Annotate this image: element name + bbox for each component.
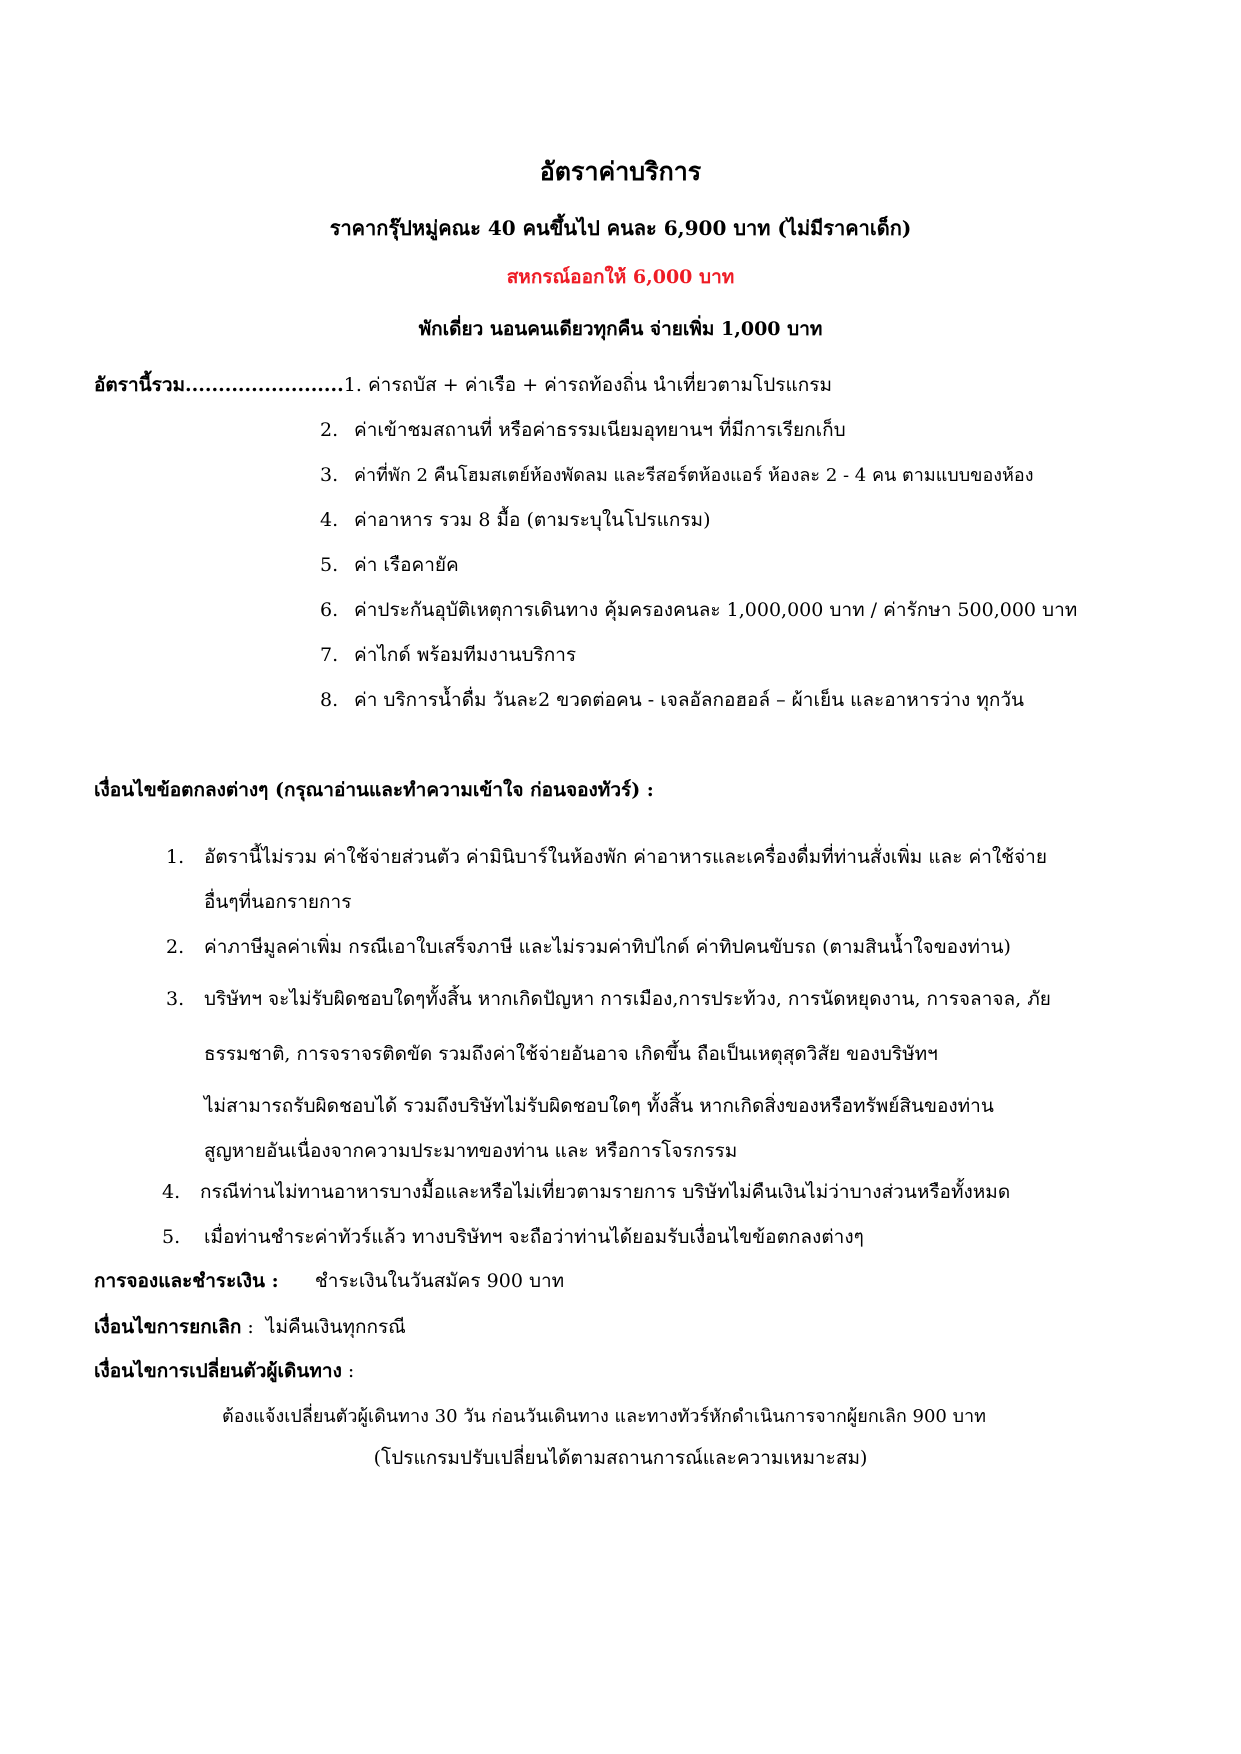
condition-num: 4. xyxy=(162,1181,181,1203)
change-sep: : xyxy=(341,1360,355,1382)
include-text: ค่าเข้าชมสถานที่ หรือค่าธรรมเนียมอุทยานฯ ที่มีการเรียกเก็บ xyxy=(354,419,846,441)
include-text: ค่า เรือคายัค xyxy=(354,554,459,576)
change-row xyxy=(94,1356,354,1386)
includes-row-1 xyxy=(94,370,832,400)
include-text: ค่ารถบัส + ค่าเรือ + ค่ารถท้องถิ่น นำเที่ยวตามโปรแกรม xyxy=(367,374,832,396)
include-num: 4. xyxy=(320,509,339,531)
include-item xyxy=(320,595,1077,625)
include-item xyxy=(320,460,1034,489)
condition-item xyxy=(162,1177,1010,1207)
group-price: ราคากรุ๊ปหมู่คณะ 40 คนขึ้นไป คนละ 6,900 บาท (ไม่มีราคาเด็ก) xyxy=(329,216,912,240)
include-num: 7. xyxy=(320,644,339,666)
include-text: ค่าประกันอุบัติเหตุการเดินทาง คุ้มครองคนละ 1,000,000 บาท / ค่ารักษา 500,000 บาท xyxy=(354,599,1078,621)
condition-item xyxy=(162,1222,864,1252)
condition-text: ไม่สามารถรับผิดชอบได้ รวมถึงบริษัทไม่รับผิดชอบใดๆ ทั้งสิ้น หากเกิดสิ่งของหรือทรัพย์สินของท่าน xyxy=(204,1095,994,1117)
condition-item xyxy=(166,984,1051,1014)
include-num: 8. xyxy=(320,689,339,711)
condition-num: 5. xyxy=(162,1226,181,1248)
include-item xyxy=(320,415,846,445)
condition-item xyxy=(166,932,1011,962)
includes-label: อัตรานี้รวม........................ xyxy=(94,374,344,396)
condition-text: สูญหายอันเนื่องจากความประมาทของท่าน และ หรือการโจรกรรม xyxy=(204,1140,738,1162)
include-text: ค่าอาหาร รวม 8 มื้อ (ตามระบุในโปรแกรม) xyxy=(354,509,711,531)
include-text: ค่า บริการน้ำดื่ม วันละ2 ขวดต่อคน - เจลอัลกอฮอล์ – ผ้าเย็น และอาหารว่าง ทุกวัน xyxy=(354,689,1025,711)
cancel-value: ไม่คืนเงินทุกกรณี xyxy=(265,1316,406,1338)
condition-text: อัตรานี้ไม่รวม ค่าใช้จ่ายส่วนตัว ค่ามินิบาร์ในห้องพัก ค่าอาหารและเครื่องดื่มที่ท่านสั่งเพิ่ม และ ค่าใช้จ่าย xyxy=(204,846,1047,868)
cancel-label: เงื่อนไขการยกเลิก xyxy=(94,1316,242,1338)
condition-text: บริษัทฯ จะไม่รับผิดชอบใดๆทั้งสิ้น หากเกิดปัญหา การเมือง,การประท้วง, การนัดหยุดงาน, การจลาจล, ภัย xyxy=(204,988,1051,1010)
include-num: 5. xyxy=(320,554,339,576)
change-detail: ต้องแจ้งเปลี่ยนตัวผู้เดินทาง 30 วัน ก่อนวันเดินทาง และทางทัวร์หักดำเนินการจากผู้ยกเลิก 900 บาท xyxy=(222,1406,986,1427)
cancel-sep: : xyxy=(241,1316,266,1338)
condition-text: เมื่อท่านชำระค่าทัวร์แล้ว ทางบริษัทฯ จะถือว่าท่านได้ยอมรับเงื่อนไขข้อตกลงต่างๆ xyxy=(204,1226,864,1248)
condition-num: 2. xyxy=(166,936,185,958)
include-text: ค่าไกด์ พร้อมทีมงานบริการ xyxy=(354,644,577,666)
booking-label: การจองและชำระเงิน : xyxy=(94,1270,279,1292)
cancel-row xyxy=(94,1312,406,1342)
include-num: 3. xyxy=(320,464,339,486)
include-item xyxy=(320,685,1024,715)
conditions-heading: เงื่อนไขข้อตกลงต่างๆ (กรุณาอ่านและทำความเข้าใจ ก่อนจองทัวร์) : xyxy=(94,779,654,801)
change-label: เงื่อนไขการเปลี่ยนตัวผู้เดินทาง xyxy=(94,1360,342,1382)
include-num: 6. xyxy=(320,599,339,621)
single-room-supplement: พักเดี่ยว นอนคนเดียวทุกคืน จ่ายเพิ่ม 1,000 บาท xyxy=(418,318,823,340)
condition-num: 3. xyxy=(166,988,185,1010)
condition-num: 1. xyxy=(166,846,185,868)
condition-text: กรณีท่านไม่ทานอาหารบางมื้อและหรือไม่เที่ยวตามรายการ บริษัทไม่คืนเงินไม่ว่าบางส่วนหรือทั้งหมด xyxy=(200,1181,1011,1203)
condition-text: ธรรมชาติ, การจราจรติดขัด รวมถึงค่าใช้จ่ายอันอาจ เกิดขึ้น ถือเป็นเหตุสุดวิสัย ของบริษัทฯ xyxy=(204,1043,938,1065)
include-text: ค่าที่พัก 2 คืนโฮมสเตย์ห้องพัดลม และรีสอร์ตห้องแอร์ ห้องละ 2 - 4 คน ตามแบบของห้อง xyxy=(354,465,1034,486)
include-item xyxy=(320,505,710,535)
include-item xyxy=(320,550,459,580)
include-num: 2. xyxy=(320,419,339,441)
condition-text: อื่นๆที่นอกรายการ xyxy=(204,891,352,913)
condition-text: ค่าภาษีมูลค่าเพิ่ม กรณีเอาใบเสร็จภาษี และไม่รวมค่าทิปไกด์ ค่าทิปคนขับรถ (ตามสินน้ำใจของท่าน) xyxy=(204,936,1011,958)
include-item xyxy=(320,640,576,670)
page-title: อัตราค่าบริการ xyxy=(539,157,702,186)
coop-price: สหกรณ์ออกให้ 6,000 บาท xyxy=(506,266,735,288)
program-note: (โปรแกรมปรับเปลี่ยนได้ตามสถานการณ์และความเหมาะสม) xyxy=(373,1447,868,1469)
condition-item xyxy=(166,842,1047,872)
include-num: 1. xyxy=(343,374,362,396)
booking-row xyxy=(94,1266,564,1296)
booking-value: ชำระเงินในวันสมัคร 900 บาท xyxy=(314,1270,565,1292)
